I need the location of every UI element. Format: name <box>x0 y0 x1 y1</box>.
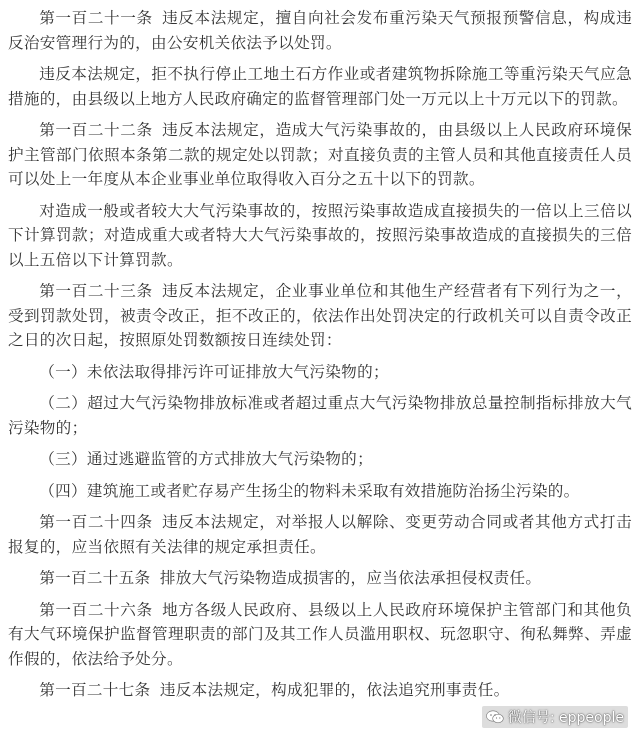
watermark <box>482 706 628 728</box>
article-paragraph <box>8 510 632 559</box>
article-number: 第一百二十一条 <box>39 9 153 27</box>
list-item <box>8 447 632 472</box>
article-paragraph <box>8 6 632 55</box>
article-text: 违反本法规定，擅自向社会发布重污染天气预报预警信息，构成违反治安管理行为的，由公安机关依法予以处罚。 <box>8 9 632 52</box>
article-paragraph <box>8 279 632 353</box>
wechat-icon <box>486 710 504 724</box>
article-text: 违反本法规定，对举报人以解除、变更劳动合同或者其他方式打击报复的，应当依照有关法律的规定承担责任。 <box>8 513 632 556</box>
list-item-text: （三）通过逃避监管的方式排放大气污染物的； <box>39 450 373 468</box>
article-text: 排放大气污染物造成损害的，应当依法承担侵权责任。 <box>159 569 542 587</box>
list-item <box>8 360 632 385</box>
article-text: 违反本法规定，企业事业单位和其他生产经营者有下列行为之一，受到罚款处罚，被责令改正，拒不改正的，依法作出处罚决定的行政机关可以自责令改正之日的次日起，按照原处罚数额按日连续处罚： <box>8 282 632 349</box>
watermark-text: 微信号: eppeople <box>507 710 624 726</box>
list-item <box>8 479 632 504</box>
article-paragraph <box>8 678 632 703</box>
article-number: 第一百二十七条 <box>39 681 151 699</box>
article-number: 第一百二十三条 <box>39 282 153 300</box>
list-item <box>8 391 632 440</box>
article-paragraph <box>8 118 632 192</box>
article-text: 违反本法规定，构成犯罪的，依法追究刑事责任。 <box>159 681 510 699</box>
list-item-text: （四）建筑施工或者贮存易产生扬尘的物料未采取有效措施防治扬尘污染的。 <box>39 481 580 500</box>
article-text: 地方各级人民政府、县级以上人民政府环境保护主管部门和其他负有大气环境保护监督管理职责的部门及其工作人员滥用职权、玩忽职守、徇私舞弊、弄虚作假的，依法给予处分。 <box>8 600 632 668</box>
article-text: 违反本法规定，拒不执行停止工地土石方作业或者建筑物拆除施工等重污染天气应急措施的，由县级以上地方人民政府确定的监督管理部门处一万元以上十万元以下的罚款。 <box>8 65 632 108</box>
article-paragraph <box>8 598 632 672</box>
list-item-text: （二）超过大气污染物排放标准或者超过重点大气污染物排放总量控制指标排放大气污染物的； <box>8 394 632 437</box>
list-item-text: （一）未依法取得排污许可证排放大气污染物的； <box>39 362 389 381</box>
article-paragraph <box>8 62 632 111</box>
article-number: 第一百二十四条 <box>39 513 153 531</box>
article-paragraph <box>8 199 632 273</box>
article-text: 对造成一般或者较大大气污染事故的，按照污染事故造成直接损失的一倍以上三倍以下计算罚款；对造成重大或者特大大气污染事故的，按照污染事故造成的直接损失的三倍以上五倍以下计算罚款。 <box>8 201 632 269</box>
article-number: 第一百二十二条 <box>39 121 153 139</box>
article-number: 第一百二十五条 <box>39 569 151 587</box>
article-paragraph <box>8 566 632 591</box>
article-number: 第一百二十六条 <box>39 600 153 619</box>
article-text: 违反本法规定，造成大气污染事故的，由县级以上人民政府环境保护主管部门依照本条第二款的规定处以罚款；对直接负责的主管人员和其他直接责任人员可以处上一年度从本企业事业单位取得收入百分之五十以下的罚款。 <box>8 121 632 188</box>
